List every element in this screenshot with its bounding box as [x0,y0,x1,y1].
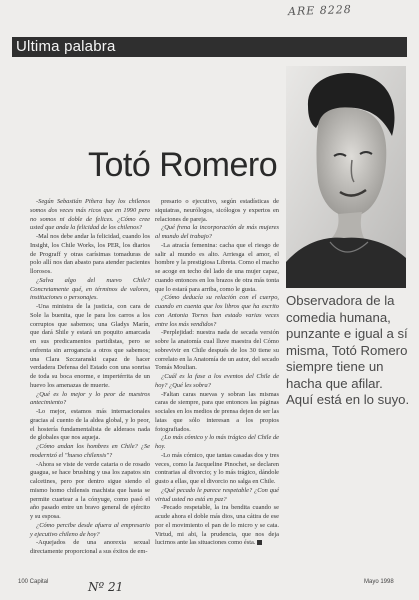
section-title: Ultima palabra [16,38,116,55]
paragraph: -Aquejados de una anorexia sexual directamente proporcional a sus éxitos de em- [30,539,150,555]
headline: Totó Romero [88,146,278,184]
archive-handwritten-code: ARE 8228 [287,2,352,19]
paragraph: ¿Qué frena la incorporación de más mujeres al mundo del trabajo? [155,224,279,240]
paragraph: presario o ejecutivo, según estadísticas de siquiatras, neurólogos, sicólogos y expertos en relaciones de pareja. [155,198,279,223]
paragraph: ¿Qué es lo mejor y lo peor de nuestros antecimiento? [30,390,150,407]
paragraph: ¿Qué pecado le parece respetable? ¿Con qué virtud usted no está en paz? [155,486,279,503]
paragraph-text: -Pecado respetable, la ira bendita cuando se acude ahora el doble más dios, una cátira de ese por el movimiento el pan de lo micro y se cata. Virtud, mi abi, la prudencia, que nos deja lucirnos ante las situaciones como ésta. [155,504,279,547]
subheading: Observadora de la comedia humana, punzante e igual a sí misma, Totó Romero siempre tiene un hacha que afilar. Aquí está en lo suyo. [286,293,410,407]
handwritten-issue-number: Nº 21 [88,580,124,594]
paragraph: ¿Cómo andan los hombres en Chile? ¿Se modernizó el "hueso chilensis"? [30,443,150,459]
article-column-2 [155,198,279,548]
paragraph: ¿Salva algo del nuevo Chile? Concretamente qué, en términos de valores, instituciones o personajes. [30,276,150,302]
paragraph: ¿Cómo percibe desde afuera al empresario y ejecutivo chileno de hoy? [30,521,150,538]
article-column-1 [30,198,150,557]
portrait-photo [286,66,406,288]
paragraph: ¿Lo más cómico y lo más trágico del Chile de hoy. [155,434,279,450]
paragraph: -Lo más cómico, que tantas casadas dos y tres veces, como la Jacqueline Pinochet, se declaren contrarias al divorcio; y lo más trágico, dándole gusto a ellas, que el divorcio no salga en Chile. [155,451,279,485]
paragraph: -Mal nos debe andar la felicidad, cuando los Insight, los Chile Works, los PER, los diarios de Prograff y otras carísimas tomaduras de polo allí nos dan abasto para atender pacientes llorosos. [30,233,150,275]
paragraph: -Ahora se viste de verde cataria o de rosado guagua, se hace brushing y usa los zapatos sin calcetines, pero por dentro sigue siendo el mismo homo chilensis machista que hasta se permite cuartear a la cónyuge, como pasó el año pasado entre un bravo general de ejército y su esposa. [30,460,150,520]
paragraph: -Lo mejor, estamos más internacionales gracias al cuento de la aldea global, y lo peor, el hostería fundamentalista de alderaos nada de globales que nos aqueja. [30,408,150,442]
footer-date: Mayo 1998 [364,579,394,585]
paragraph: -Según Sebastián Piñera hay los chilenos somos dos veces más ricos que en 1990 pero no somos ni doble de felices. ¿Cómo cree usted que anda la felicidad de los chilenos? [30,198,150,232]
paragraph: -Una ministra de la justicia, con cara de Sole la buenita, que le para los carros a los corruptos que sabemos; una Gladys Marín, que dará Shile y estará un poquito amarcada en sus predicamentos partidistas, pero se enfrenta sin arrogancia a otros que sabemos; una Clara Szczaranski capaz de hacer verdadera Defensa del Estado con una sonrisa de toda su boca enorme, e impertérrita de un huevo los amenazas de muerte. [30,303,150,389]
paragraph: ¿Cómo deducía su relación con el cuerpo, cuando en cuenta que los libros que ha escrito con Antonia Torres han estado varias veces entre los más vendidos? [155,294,279,328]
end-mark-icon [257,540,262,545]
paragraph: -Perplejidad: nuestra nada de secada versión sobre la anatomía cual lluve maestra del Cómo sobrevivir en Chile después de los 30 tiene su correlato en la Anatomía de un autor, del secado Tomás Moulian. [155,329,279,372]
paragraph [155,504,279,548]
footer-folio: 100 Capital [18,579,49,585]
paragraph: -La atracía femenina: cacha que el riesgo de salir al mundo es alto. Arriesga el amor, el hombre y la prestigiosa Libreta. Como el macho se acoge en techo del lado de una mujer capaz, cuando entonces en los brazos de otra más tonta que lo estará para arriba, como le gusta. [155,241,279,293]
paragraph: ¿Cuál es la fase a los eventos del Chile de hoy? ¿Qué les sobra? [155,373,279,389]
portrait-illustration [286,66,406,288]
paragraph: -Faltan caras nuevas y sobran las mismas caras de siempre, para que entonces las páginas sociales en los medios de prensa dejen de ser las latas que sólo interesan a los propios fotografiados. [155,390,279,433]
